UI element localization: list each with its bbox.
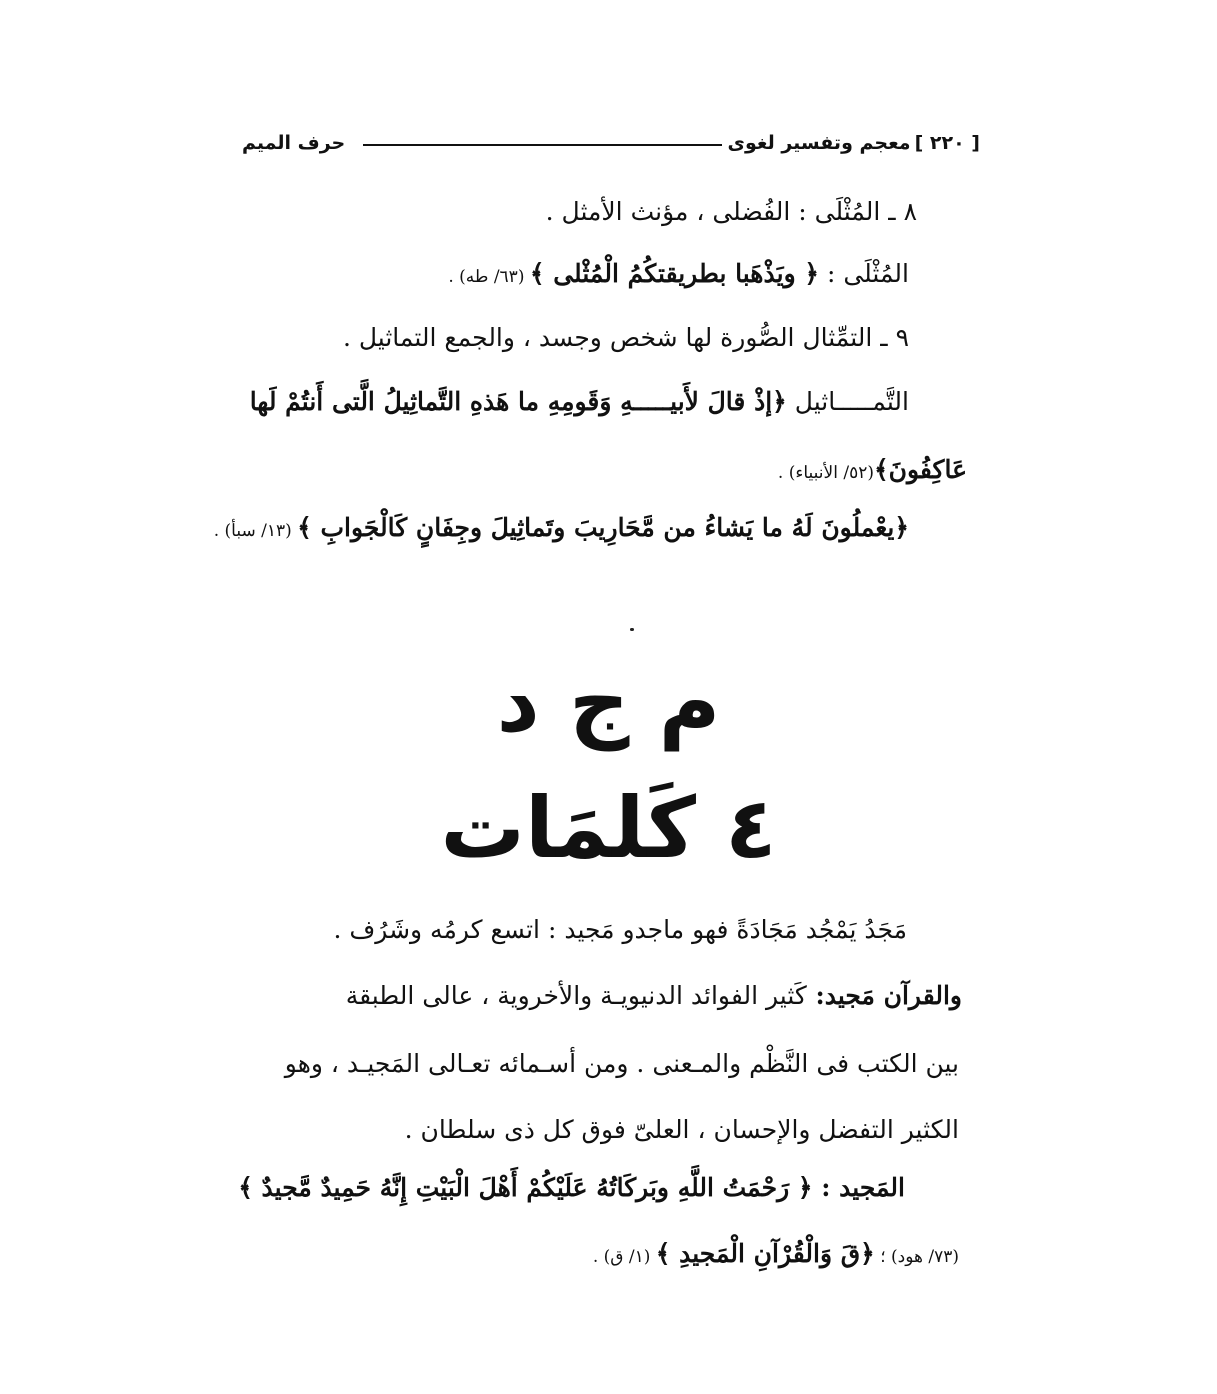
body-line: بين الكتب فى النَّظْم والمـعنى . ومن أسـمائه تعـالى المَجيـد ، وهو — [284, 1049, 959, 1078]
root-heading: م ج د — [496, 653, 721, 751]
entry-line — [778, 450, 967, 493]
entry-line — [214, 508, 909, 551]
entry-line: التَّمـــــاثيل ﴿إذْ قالَ لأَبيـــــهِ وَقَومِهِ ما هَذهِ التَّماثِيلُ الَّتى أَنتُمْ لَها — [249, 387, 909, 416]
quran-quote: عَاكِفُونَ﴾ — [873, 455, 967, 484]
verse-reference: (٦٣/ طه) . — [448, 267, 530, 287]
word-count-heading: ٤ كَلمَات — [440, 779, 777, 877]
quran-quote: ﴿يعْملُونَ لَهُ ما يَشاءُ من مَّحَارِيبَ وتَماثِيلَ وجِفَانٍ كَالْجَوابِ ﴾ — [297, 513, 909, 542]
body-line: المَجيد : ﴿ رَحْمَتُ اللَّهِ وبَركَاتُهُ عَلَيْكُمْ أَهْلَ الْبَيْتِ إِنَّهُ حَمِيدٌ مَّجيدٌ ﴾ — [238, 1173, 905, 1202]
section-title: حرف الميم — [242, 132, 346, 154]
page-number: [ ٢٢٠ ] — [914, 132, 980, 154]
print-speck — [630, 628, 634, 631]
entry-line: المُثْلَى : ﴿ ويَذْهَبا بطريقتكُمُ الْمُثْلى ﴾ (٦٣/ طه) . — [448, 259, 909, 288]
body-line: مَجَدُ يَمْجُد مَجَادَةً فهو ماجدو مَجيد : اتسع كرمُه وشَرُف . — [333, 915, 907, 944]
book-title: معجم وتفسير لغوى — [727, 132, 911, 154]
entry-line: ٨ ـ المُثْلَى : الفُضلى ، مؤنث الأمثل . — [545, 197, 917, 226]
verse-reference: (١/ ق) . — [592, 1247, 656, 1267]
verse-reference: (٧٣/ هود) ؛ — [874, 1247, 959, 1267]
quran-quote: ﴿قَ وَالْقُرْآنِ الْمَجيدِ ﴾ — [655, 1239, 875, 1268]
header-rule — [363, 144, 721, 146]
verse-reference: (١٣/ سبأ) . — [213, 521, 298, 541]
body-line: الكثير التفضل والإحسان ، العلىّ فوق كل ذى سلطان . — [404, 1115, 959, 1144]
running-header — [240, 128, 980, 158]
body-line: والقرآن مَجيد: كَثير الفوائد الدنيويـة والأخروية ، عالى الطبقة — [345, 981, 962, 1010]
verse-reference: (٥٢/ الأنبياء) . — [777, 463, 874, 483]
quran-quote: ﴿ رَحْمَتُ اللَّهِ وبَركَاتُهُ عَلَيْكُمْ أَهْلَ الْبَيْتِ إِنَّهُ حَمِيدٌ مَّجيدٌ ﴾ — [238, 1173, 813, 1202]
entry-line: ٩ ـ التمِّثال الصُّورة لها شخص وجسد ، والجمع التماثيل . — [342, 323, 909, 352]
body-line — [593, 1234, 959, 1277]
quran-quote: ﴿إذْ قالَ لأَبيـــــهِ وَقَومِهِ ما هَذهِ التَّماثِيلُ الَّتى أَنتُمْ لَها — [249, 387, 787, 416]
quran-quote: ﴿ ويَذْهَبا بطريقتكُمُ الْمُثْلى ﴾ — [529, 259, 819, 288]
